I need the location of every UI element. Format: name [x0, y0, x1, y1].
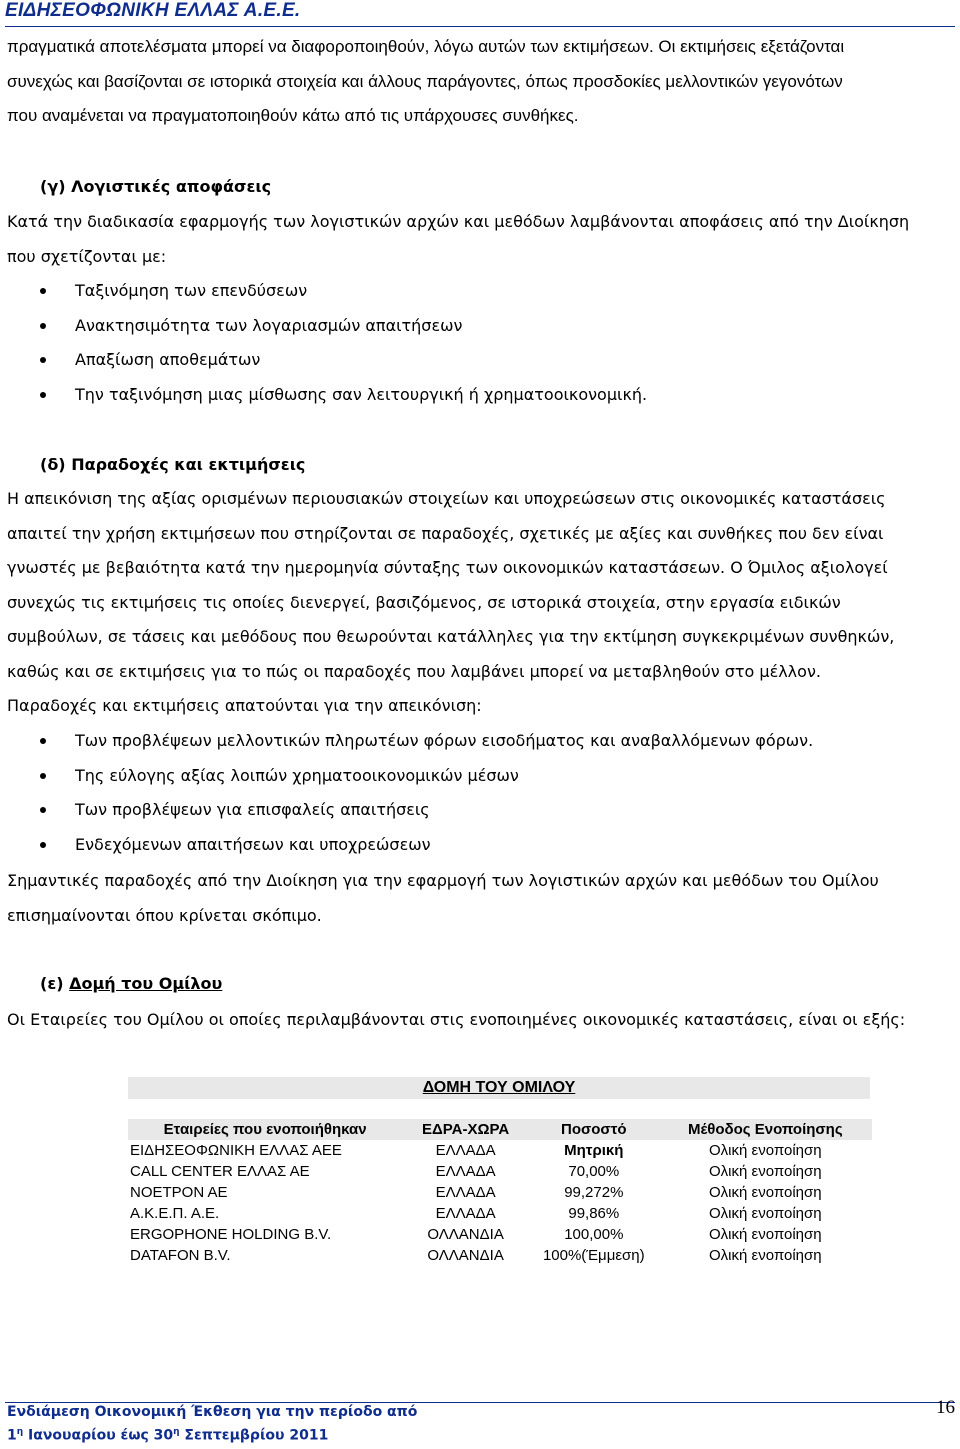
list-item: Της εύλογης αξίας λοιπών χρηματοοικονομικών μέσων: [0, 759, 960, 794]
section-c-intro-line: που σχετίζονται με:: [7, 246, 167, 266]
group-table-title: ΔΟΜΗ ΤΟΥ ΟΜΙΛΟΥ: [128, 1077, 870, 1099]
column-header-method: Μέθοδος Ενοποίησης: [659, 1119, 872, 1140]
cell-method: Ολική ενοποίηση: [709, 1184, 822, 1201]
cell-method: Ολική ενοποίηση: [709, 1205, 822, 1222]
footer-divider: [5, 1402, 955, 1403]
intro-line: που αναμένεται να πραγματοποιηθούν κάτω από τις υπάρχουσες συνθήκες.: [7, 106, 579, 125]
cell-country: ΕΛΛΑΔΑ: [435, 1163, 496, 1180]
table-row: [128, 1203, 872, 1224]
bullet-icon: [40, 738, 46, 744]
cell-company: Α.Κ.Ε.Π. Α.Ε.: [130, 1205, 220, 1222]
cell-method: Ολική ενοποίηση: [709, 1226, 822, 1243]
section-e-heading-prefix: (ε): [40, 974, 70, 993]
cell-country: ΟΛΛΑΝΔΙΑ: [427, 1226, 504, 1243]
cell-country: ΕΛΛΑΔΑ: [435, 1184, 496, 1201]
cell-method: Ολική ενοποίηση: [709, 1247, 822, 1264]
list-item: Ενδεχόμενων απαιτήσεων και υποχρεώσεων: [0, 828, 960, 863]
section-c-intro: [7, 205, 955, 274]
cell-company: ΝΟΕΤΡΟΝ ΑΕ: [130, 1184, 228, 1201]
section-e-heading-main: Δομή του Ομίλου: [69, 974, 223, 993]
list-item: Απαξίωση αποθεμάτων: [0, 343, 960, 378]
cell-company: ΕΙΔΗΣΕΟΦΩΝΙΚΗ ΕΛΛΑΣ ΑΕΕ: [130, 1142, 342, 1159]
bullet-icon: [40, 842, 46, 848]
section-c-bullet-list: [0, 274, 960, 412]
cell-method: Ολική ενοποίηση: [709, 1163, 822, 1180]
column-header-country: ΕΔΡΑ-ΧΩΡΑ: [402, 1119, 529, 1140]
paragraph-line: απαιτεί την χρήση εκτιμήσεων που στηρίζονται σε παραδοχές, σχετικές με αξίες και συνθήκες που δεν είναι: [7, 523, 884, 543]
cell-percentage: 99,86%: [568, 1205, 620, 1222]
intro-paragraph: [7, 30, 955, 134]
bullet-icon: [40, 807, 46, 813]
header-divider: [5, 26, 955, 27]
cell-percentage: 100,00%: [564, 1226, 624, 1243]
list-item: Ταξινόμηση των επενδύσεων: [0, 274, 960, 309]
closing-line: επισημαίνονται όπου κρίνεται σκόπιμο.: [7, 905, 322, 925]
section-c-heading: (γ) Λογιστικές αποφάσεις: [40, 177, 272, 196]
paragraph-line: Η απεικόνιση της αξίας ορισμένων περιουσιακών στοιχείων και υποχρεώσεων στις οικονομικές καταστάσεις: [7, 489, 886, 508]
bullet-icon: [40, 357, 46, 363]
table-row: [128, 1245, 872, 1266]
closing-line: Σημαντικές παραδοχές από την Διοίκηση για την εφαρμογή των λογιστικών αρχών και μεθόδων του Ομίλου: [7, 871, 879, 890]
list-intro: Παραδοχές και εκτιμήσεις απατούνται για την απεικόνιση:: [7, 696, 482, 715]
table-row: [128, 1182, 872, 1203]
list-item: Των προβλέψεων για επισφαλείς απαιτήσεις: [0, 793, 960, 828]
cell-company: ERGOPHONE HOLDING B.V.: [130, 1226, 332, 1243]
cell-company: CALL CENTER ΕΛΛΑΣ ΑΕ: [130, 1163, 310, 1180]
bullet-icon: [40, 392, 46, 398]
column-header-percentage: Ποσοστό: [529, 1119, 659, 1140]
section-e-intro: Οι Εταιρείες του Ομίλου οι οποίες περιλαμβάνονται στις ενοποιημένες οικονομικές καταστάσεις, είναι οι εξής:: [7, 1010, 906, 1029]
paragraph-line: συμβούλων, σε τάσεις και μεθόδους που θεωρούνται κατάλληλες για την εκτίμηση συγκεκριμένων συνθηκών,: [7, 627, 895, 646]
bullet-icon: [40, 288, 46, 294]
paragraph-line: συνεχώς τις εκτιμήσεις τις οποίες διενεργεί, βασιζόμενος, σε ιστορικά στοιχεία, στην εργασία ειδικών: [7, 592, 841, 612]
column-header-companies: Εταιρείες που ενοποιήθηκαν: [128, 1119, 402, 1140]
table-row: [128, 1161, 872, 1182]
cell-country: ΕΛΛΑΔΑ: [435, 1205, 496, 1222]
cell-country: ΟΛΛΑΝΔΙΑ: [427, 1247, 504, 1264]
intro-line: συνεχώς και βασίζονται σε ιστορικά στοιχεία και άλλους παράγοντες, όπως προσδοκίες μελλοντικών γεγονότων: [7, 71, 843, 91]
section-c-intro-line: Κατά την διαδικασία εφαρμογής των λογιστικών αρχών και μεθόδων λαμβάνονται αποφάσεις από την Διοίκηση: [7, 212, 910, 231]
paragraph-line: γνωστές με βεβαιότητα κατά την ημερομηνία σύνταξης των οικονομικών καταστάσεων. Ο Όμιλος αξιολογεί: [7, 558, 888, 577]
section-d-closing: [7, 864, 955, 933]
cell-percentage: 70,00%: [568, 1163, 620, 1180]
page-number: 16: [936, 1397, 955, 1418]
document-header-title: ΕΙΔΗΣΕΟΦΩΝΙΚΗ ΕΛΛΑΣ Α.Ε.Ε.: [5, 0, 301, 21]
list-item: Την ταξινόμηση μιας μίσθωσης σαν λειτουργική ή χρηματοοικονομική.: [0, 378, 960, 413]
section-d-paragraph: [7, 482, 955, 724]
paragraph-line: καθώς και σε εκτιμήσεις για το πώς οι παραδοχές που λαμβάνει μπορεί να μεταβληθούν στο μέλλον.: [7, 661, 821, 681]
cell-company: DATAFON B.V.: [130, 1247, 231, 1264]
footer-report-title: Ενδιάμεση Οικονομική Έκθεση για την περίοδο από: [7, 1404, 418, 1420]
cell-percentage: 100%(Έμμεση): [542, 1247, 645, 1264]
bullet-icon: [40, 773, 46, 779]
cell-percentage: Μητρική: [564, 1142, 624, 1159]
bullet-icon: [40, 323, 46, 329]
section-d-heading: (δ) Παραδοχές και εκτιμήσεις: [40, 455, 306, 474]
table-row: [128, 1224, 872, 1245]
list-item: Των προβλέψεων μελλοντικών πληρωτέων φόρων εισοδήματος και αναβαλλόμενων φόρων.: [0, 724, 960, 759]
footer-period: $1^\eta$ Ιανουαρίου έως $30^\eta$ Σεπτεμβρίου 2011: [7, 1427, 329, 1444]
cell-country: ΕΛΛΑΔΑ: [435, 1142, 496, 1159]
cell-percentage: 99,272%: [564, 1184, 624, 1201]
intro-line: πραγματικά αποτελέσματα μπορεί να διαφοροποιηθούν, λόγω αυτών των εκτιμήσεων. Οι εκτιμήσεις εξετάζονται: [7, 37, 845, 56]
section-e-heading: [40, 974, 222, 993]
section-d-bullet-list: [0, 724, 960, 862]
list-item: Ανακτησιμότητα των λογαριασμών απαιτήσεων: [0, 309, 960, 344]
table-row: [128, 1140, 872, 1161]
group-structure-table: [128, 1119, 872, 1266]
table-header-row: [128, 1119, 872, 1140]
cell-method: Ολική ενοποίηση: [709, 1142, 822, 1159]
